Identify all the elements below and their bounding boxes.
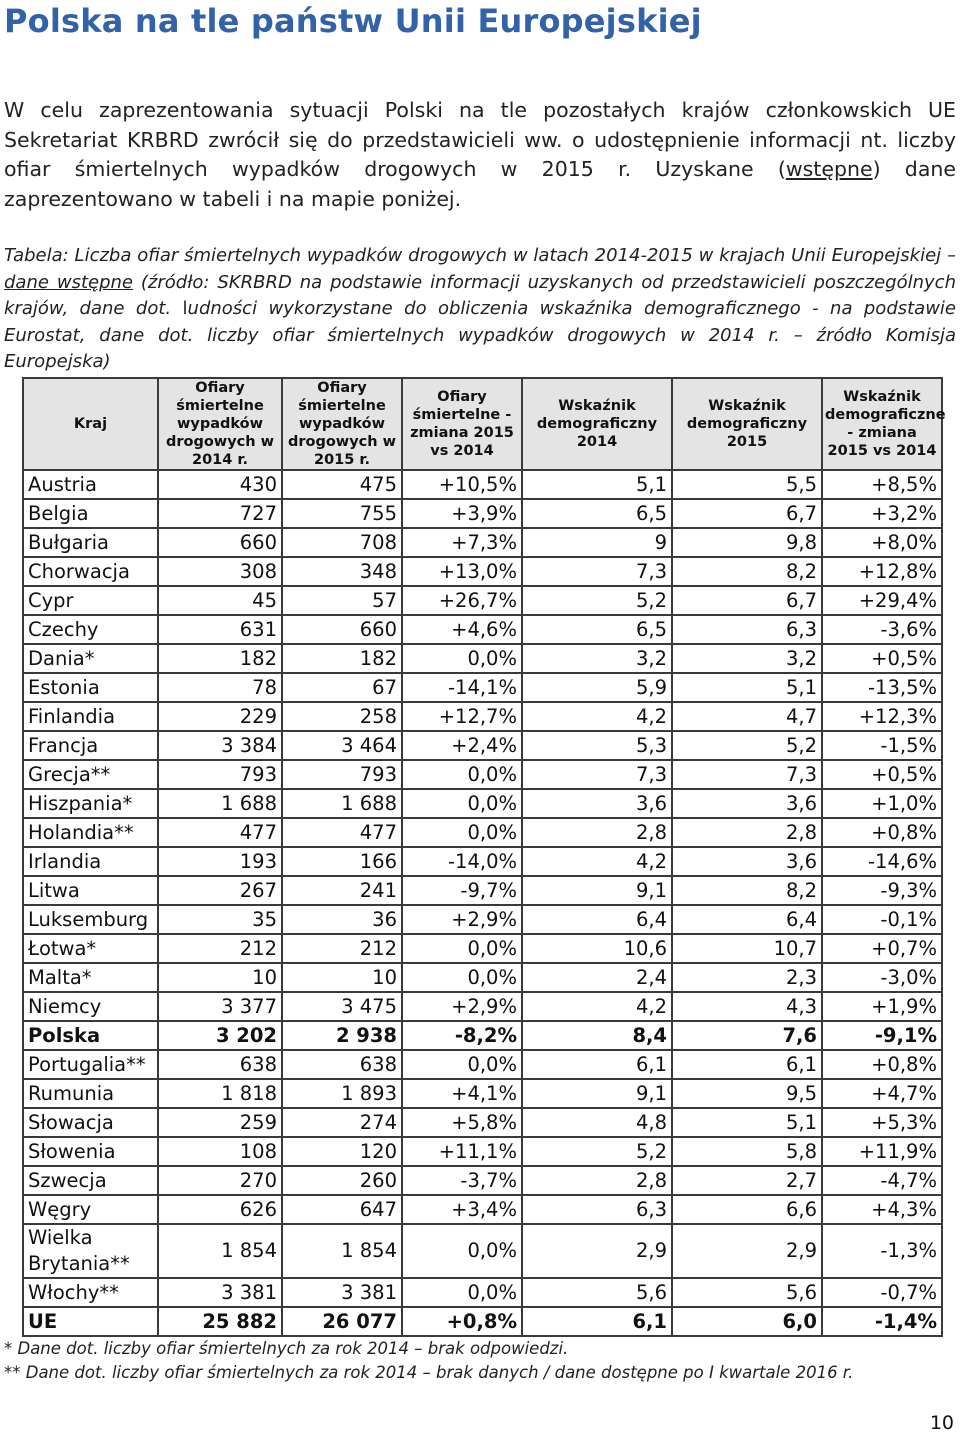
- cell-rate-2015: 8,2: [672, 557, 822, 586]
- cell-rate-2015: 5,1: [672, 1108, 822, 1137]
- cell-rate-change: +0,7%: [822, 934, 942, 963]
- table-row: [23, 1307, 942, 1336]
- cell-rate-2014: 4,2: [522, 702, 672, 731]
- cell-fatalities-2014: 10: [158, 963, 282, 992]
- caption-text: Tabela: Liczba ofiar śmiertelnych wypadków drogowych w latach 2014-2015 w krajach Unii Europejskiej –: [4, 245, 956, 266]
- cell-fatalities-2014: 3 202: [158, 1021, 282, 1050]
- cell-rate-2015: 6,7: [672, 586, 822, 615]
- cell-fatalities-2015: 708: [282, 528, 402, 557]
- cell-rate-change: +12,8%: [822, 557, 942, 586]
- table-row: [23, 586, 942, 615]
- table-row: [23, 905, 942, 934]
- cell-rate-2014: 9: [522, 528, 672, 557]
- cell-rate-2014: 5,9: [522, 673, 672, 702]
- cell-rate-2014: 5,2: [522, 586, 672, 615]
- cell-rate-change: +29,4%: [822, 586, 942, 615]
- cell-fatalities-2014: 477: [158, 818, 282, 847]
- cell-fatalities-2015: 1 854: [282, 1224, 402, 1278]
- cell-rate-2014: 2,9: [522, 1224, 672, 1278]
- cell-fatalities-2015: 10: [282, 963, 402, 992]
- cell-country: Portugalia**: [23, 1050, 158, 1079]
- cell-fatalities-2015: 3 475: [282, 992, 402, 1021]
- header-fatalities-change: Ofiary śmiertelne - zmiana 2015 vs 2014: [402, 378, 522, 470]
- table-row: [23, 760, 942, 789]
- cell-fatalities-2014: 3 377: [158, 992, 282, 1021]
- table-row: [23, 963, 942, 992]
- cell-fatalities-2014: 25 882: [158, 1307, 282, 1336]
- cell-fatalities-change: +10,5%: [402, 470, 522, 499]
- cell-fatalities-2014: 108: [158, 1137, 282, 1166]
- cell-rate-2014: 7,3: [522, 557, 672, 586]
- cell-rate-2014: 4,2: [522, 847, 672, 876]
- table-row: [23, 499, 942, 528]
- caption-underlined: dane wstępne: [4, 271, 133, 293]
- footnote-1: * Dane dot. liczby ofiar śmiertelnych za rok 2014 – brak odpowiedzi.: [4, 1339, 569, 1358]
- page-title: Polska na tle państw Unii Europejskiej: [4, 2, 702, 40]
- cell-fatalities-change: +12,7%: [402, 702, 522, 731]
- intro-text: W celu zaprezentowania sytuacji Polski na tle pozostałych krajów członkowskich UE Sekretariat KRBRD zwrócił się do przedstawicieli ww. o udostępnienie informacji nt. liczby ofiar śmiertelnych wypadków drogowych w 2015 r. Uzyskane (: [4, 98, 956, 181]
- cell-fatalities-2014: 793: [158, 760, 282, 789]
- header-rate-change: Wskaźnik demograficzne - zmiana 2015 vs 2014: [822, 378, 942, 470]
- cell-fatalities-change: 0,0%: [402, 934, 522, 963]
- cell-fatalities-change: +11,1%: [402, 1137, 522, 1166]
- cell-fatalities-2014: 270: [158, 1166, 282, 1195]
- intro-underlined: wstępne: [785, 157, 873, 181]
- cell-fatalities-change: 0,0%: [402, 1224, 522, 1278]
- cell-country: Francja: [23, 731, 158, 760]
- cell-rate-2014: 6,5: [522, 499, 672, 528]
- cell-fatalities-change: -8,2%: [402, 1021, 522, 1050]
- cell-rate-2014: 2,4: [522, 963, 672, 992]
- cell-rate-2015: 8,2: [672, 876, 822, 905]
- footnote-2: ** Dane dot. liczby ofiar śmiertelnych za rok 2014 – brak danych / dane dostępne po I kwartale 2016 r.: [4, 1363, 854, 1382]
- cell-fatalities-2014: 626: [158, 1195, 282, 1224]
- caption-upright-letter: l: [182, 298, 188, 320]
- table-row: [23, 673, 942, 702]
- header-rate-2015: Wskaźnik demograficzny 2015: [672, 378, 822, 470]
- footnotes: [4, 1337, 853, 1385]
- cell-rate-2015: 7,3: [672, 760, 822, 789]
- cell-rate-2015: 2,3: [672, 963, 822, 992]
- cell-fatalities-change: +4,1%: [402, 1079, 522, 1108]
- cell-fatalities-2014: 660: [158, 528, 282, 557]
- cell-rate-change: -14,6%: [822, 847, 942, 876]
- cell-fatalities-2015: 3 381: [282, 1278, 402, 1307]
- cell-country: Estonia: [23, 673, 158, 702]
- cell-country: Finlandia: [23, 702, 158, 731]
- cell-rate-2015: 3,2: [672, 644, 822, 673]
- fatalities-table: [22, 377, 946, 1337]
- cell-country: Cypr: [23, 586, 158, 615]
- cell-rate-2015: 6,6: [672, 1195, 822, 1224]
- cell-rate-2014: 4,2: [522, 992, 672, 1021]
- table-row: [23, 1079, 942, 1108]
- table-header-row: [23, 378, 942, 470]
- cell-fatalities-change: +7,3%: [402, 528, 522, 557]
- table-row: [23, 557, 942, 586]
- cell-rate-2015: 4,3: [672, 992, 822, 1021]
- cell-rate-2015: 5,8: [672, 1137, 822, 1166]
- cell-fatalities-2014: 212: [158, 934, 282, 963]
- table-row: [23, 789, 942, 818]
- cell-rate-2014: 6,1: [522, 1307, 672, 1336]
- cell-rate-change: -9,1%: [822, 1021, 942, 1050]
- cell-fatalities-2014: 78: [158, 673, 282, 702]
- intro-paragraph: [4, 96, 956, 214]
- cell-rate-change: -4,7%: [822, 1166, 942, 1195]
- cell-fatalities-2015: 241: [282, 876, 402, 905]
- cell-rate-2015: 5,1: [672, 673, 822, 702]
- cell-rate-2015: 5,5: [672, 470, 822, 499]
- cell-fatalities-change: +3,9%: [402, 499, 522, 528]
- table-row: [23, 1137, 942, 1166]
- cell-fatalities-2014: 229: [158, 702, 282, 731]
- table-caption: [4, 243, 956, 376]
- cell-country: Włochy**: [23, 1278, 158, 1307]
- cell-fatalities-2014: 3 384: [158, 731, 282, 760]
- cell-rate-2014: 4,8: [522, 1108, 672, 1137]
- table-row: [23, 934, 942, 963]
- cell-fatalities-2015: 182: [282, 644, 402, 673]
- cell-fatalities-2014: 193: [158, 847, 282, 876]
- cell-fatalities-2014: 631: [158, 615, 282, 644]
- cell-fatalities-change: +3,4%: [402, 1195, 522, 1224]
- cell-fatalities-2014: 1 854: [158, 1224, 282, 1278]
- table-row: [23, 644, 942, 673]
- cell-rate-change: +1,9%: [822, 992, 942, 1021]
- cell-country: Hiszpania*: [23, 789, 158, 818]
- cell-fatalities-2015: 258: [282, 702, 402, 731]
- cell-rate-change: -1,3%: [822, 1224, 942, 1278]
- cell-rate-change: +12,3%: [822, 702, 942, 731]
- cell-fatalities-2014: 1 688: [158, 789, 282, 818]
- cell-fatalities-change: +2,4%: [402, 731, 522, 760]
- cell-fatalities-change: +13,0%: [402, 557, 522, 586]
- cell-rate-2015: 2,9: [672, 1224, 822, 1278]
- cell-country: Łotwa*: [23, 934, 158, 963]
- cell-fatalities-2015: 2 938: [282, 1021, 402, 1050]
- cell-fatalities-2015: 57: [282, 586, 402, 615]
- cell-rate-2014: 5,1: [522, 470, 672, 499]
- cell-rate-2015: 4,7: [672, 702, 822, 731]
- table-row: [23, 1108, 942, 1137]
- cell-rate-change: +3,2%: [822, 499, 942, 528]
- cell-fatalities-change: -3,7%: [402, 1166, 522, 1195]
- cell-fatalities-2015: 120: [282, 1137, 402, 1166]
- cell-rate-2014: 7,3: [522, 760, 672, 789]
- cell-rate-change: -3,0%: [822, 963, 942, 992]
- cell-fatalities-2015: 660: [282, 615, 402, 644]
- cell-fatalities-2015: 26 077: [282, 1307, 402, 1336]
- cell-fatalities-2014: 45: [158, 586, 282, 615]
- cell-fatalities-change: -14,0%: [402, 847, 522, 876]
- cell-country: Belgia: [23, 499, 158, 528]
- cell-fatalities-2015: 166: [282, 847, 402, 876]
- cell-fatalities-2015: 475: [282, 470, 402, 499]
- cell-fatalities-2015: 260: [282, 1166, 402, 1195]
- cell-fatalities-2014: 259: [158, 1108, 282, 1137]
- table-row: [23, 1166, 942, 1195]
- cell-country: Luksemburg: [23, 905, 158, 934]
- cell-fatalities-2015: 274: [282, 1108, 402, 1137]
- cell-fatalities-change: -9,7%: [402, 876, 522, 905]
- cell-rate-2014: 9,1: [522, 876, 672, 905]
- header-fatalities-2014: Ofiary śmiertelne wypadków drogowych w 2014 r.: [158, 378, 282, 470]
- cell-fatalities-change: 0,0%: [402, 818, 522, 847]
- cell-rate-2014: 8,4: [522, 1021, 672, 1050]
- cell-rate-change: -3,6%: [822, 615, 942, 644]
- cell-country: Czechy: [23, 615, 158, 644]
- cell-rate-2015: 2,8: [672, 818, 822, 847]
- cell-fatalities-change: 0,0%: [402, 789, 522, 818]
- table-row: [23, 876, 942, 905]
- cell-country: Polska: [23, 1021, 158, 1050]
- table-row: [23, 1021, 942, 1050]
- cell-rate-2015: 3,6: [672, 847, 822, 876]
- cell-country: Malta*: [23, 963, 158, 992]
- cell-country: Holandia**: [23, 818, 158, 847]
- cell-rate-2014: 3,6: [522, 789, 672, 818]
- cell-fatalities-change: 0,0%: [402, 963, 522, 992]
- cell-rate-2015: 2,7: [672, 1166, 822, 1195]
- cell-rate-2015: 6,7: [672, 499, 822, 528]
- cell-fatalities-2014: 182: [158, 644, 282, 673]
- cell-rate-2014: 3,2: [522, 644, 672, 673]
- cell-rate-change: +4,7%: [822, 1079, 942, 1108]
- cell-rate-change: -9,3%: [822, 876, 942, 905]
- table-row: [23, 615, 942, 644]
- cell-rate-2015: 10,7: [672, 934, 822, 963]
- cell-fatalities-change: +2,9%: [402, 992, 522, 1021]
- cell-country: Rumunia: [23, 1079, 158, 1108]
- header-fatalities-2015: Ofiary śmiertelne wypadków drogowych w 2015 r.: [282, 378, 402, 470]
- cell-fatalities-2015: 36: [282, 905, 402, 934]
- cell-rate-change: +8,5%: [822, 470, 942, 499]
- cell-country: Niemcy: [23, 992, 158, 1021]
- cell-rate-2015: 3,6: [672, 789, 822, 818]
- cell-fatalities-change: +4,6%: [402, 615, 522, 644]
- cell-rate-2015: 6,3: [672, 615, 822, 644]
- cell-fatalities-change: 0,0%: [402, 1278, 522, 1307]
- cell-rate-2014: 2,8: [522, 1166, 672, 1195]
- cell-rate-2014: 5,3: [522, 731, 672, 760]
- cell-country: Wielka Brytania**: [23, 1224, 158, 1278]
- cell-country: Dania*: [23, 644, 158, 673]
- cell-rate-change: +0,8%: [822, 818, 942, 847]
- cell-rate-2014: 5,2: [522, 1137, 672, 1166]
- cell-rate-change: +1,0%: [822, 789, 942, 818]
- cell-rate-2015: 6,1: [672, 1050, 822, 1079]
- cell-fatalities-2015: 3 464: [282, 731, 402, 760]
- table-row: [23, 818, 942, 847]
- cell-fatalities-2015: 348: [282, 557, 402, 586]
- cell-country: Węgry: [23, 1195, 158, 1224]
- table-row: [23, 1195, 942, 1224]
- cell-fatalities-2014: 1 818: [158, 1079, 282, 1108]
- cell-rate-2014: 10,6: [522, 934, 672, 963]
- cell-fatalities-2014: 638: [158, 1050, 282, 1079]
- intro-text-end: ) dane zaprezentowano w tabeli i na mapie poniżej.: [4, 157, 956, 211]
- cell-country: Bułgaria: [23, 528, 158, 557]
- cell-country: Litwa: [23, 876, 158, 905]
- cell-fatalities-change: +5,8%: [402, 1108, 522, 1137]
- cell-rate-2015: 7,6: [672, 1021, 822, 1050]
- cell-fatalities-2014: 35: [158, 905, 282, 934]
- cell-country: Irlandia: [23, 847, 158, 876]
- cell-rate-change: +8,0%: [822, 528, 942, 557]
- table-row: [23, 470, 942, 499]
- cell-rate-change: +0,5%: [822, 760, 942, 789]
- cell-country: UE: [23, 1307, 158, 1336]
- header-rate-2014: Wskaźnik demograficzny 2014: [522, 378, 672, 470]
- cell-rate-change: -0,7%: [822, 1278, 942, 1307]
- table-row: [23, 528, 942, 557]
- table-row: [23, 847, 942, 876]
- cell-rate-change: -13,5%: [822, 673, 942, 702]
- table-row: [23, 1050, 942, 1079]
- cell-fatalities-change: +0,8%: [402, 1307, 522, 1336]
- cell-country: Szwecja: [23, 1166, 158, 1195]
- cell-rate-2015: 9,8: [672, 528, 822, 557]
- cell-rate-change: +5,3%: [822, 1108, 942, 1137]
- cell-country: Austria: [23, 470, 158, 499]
- cell-rate-change: +11,9%: [822, 1137, 942, 1166]
- cell-fatalities-change: -14,1%: [402, 673, 522, 702]
- cell-fatalities-change: 0,0%: [402, 644, 522, 673]
- cell-rate-change: -1,4%: [822, 1307, 942, 1336]
- table-row: [23, 992, 942, 1021]
- caption-text-mid: (źródło: SKRBRD na podstawie informacji uzyskanych od przedstawicieli poszczególnych krajów, dane dot.: [4, 271, 956, 320]
- cell-fatalities-change: +2,9%: [402, 905, 522, 934]
- cell-rate-2014: 2,8: [522, 818, 672, 847]
- cell-rate-2014: 5,6: [522, 1278, 672, 1307]
- cell-fatalities-2015: 67: [282, 673, 402, 702]
- cell-fatalities-2015: 477: [282, 818, 402, 847]
- cell-fatalities-2015: 755: [282, 499, 402, 528]
- cell-country: Chorwacja: [23, 557, 158, 586]
- cell-rate-2014: 6,4: [522, 905, 672, 934]
- cell-rate-change: +0,5%: [822, 644, 942, 673]
- table-row: [23, 702, 942, 731]
- cell-fatalities-2015: 638: [282, 1050, 402, 1079]
- cell-rate-change: -1,5%: [822, 731, 942, 760]
- cell-rate-2015: 6,4: [672, 905, 822, 934]
- cell-fatalities-2014: 430: [158, 470, 282, 499]
- table-row: [23, 731, 942, 760]
- cell-rate-2015: 6,0: [672, 1307, 822, 1336]
- cell-country: Słowenia: [23, 1137, 158, 1166]
- table-row: [23, 1224, 942, 1278]
- cell-fatalities-change: 0,0%: [402, 760, 522, 789]
- cell-country: Grecja**: [23, 760, 158, 789]
- cell-rate-2015: 5,6: [672, 1278, 822, 1307]
- cell-rate-2014: 9,1: [522, 1079, 672, 1108]
- cell-rate-2015: 9,5: [672, 1079, 822, 1108]
- cell-rate-2014: 6,5: [522, 615, 672, 644]
- cell-rate-2014: 6,3: [522, 1195, 672, 1224]
- caption-text-end: udności wykorzystane do obliczenia wskaźnika demograficznego - na podstawie Eurostat, dane dot. liczby ofiar śmiertelnych wypadków drogowych w 2014 r. – źródło Komisja Europejska): [4, 298, 957, 373]
- cell-fatalities-2014: 727: [158, 499, 282, 528]
- page-number: 10: [929, 1412, 954, 1434]
- cell-rate-2014: 6,1: [522, 1050, 672, 1079]
- table-row: [23, 1278, 942, 1307]
- cell-fatalities-2015: 212: [282, 934, 402, 963]
- cell-rate-change: -0,1%: [822, 905, 942, 934]
- cell-fatalities-2015: 793: [282, 760, 402, 789]
- cell-fatalities-2015: 1 688: [282, 789, 402, 818]
- cell-fatalities-change: 0,0%: [402, 1050, 522, 1079]
- cell-rate-change: +4,3%: [822, 1195, 942, 1224]
- cell-rate-change: +0,8%: [822, 1050, 942, 1079]
- cell-rate-2015: 5,2: [672, 731, 822, 760]
- cell-fatalities-2014: 267: [158, 876, 282, 905]
- cell-country: Słowacja: [23, 1108, 158, 1137]
- cell-fatalities-2014: 308: [158, 557, 282, 586]
- cell-fatalities-2014: 3 381: [158, 1278, 282, 1307]
- header-country: Kraj: [23, 378, 158, 470]
- cell-fatalities-2015: 1 893: [282, 1079, 402, 1108]
- cell-fatalities-2015: 647: [282, 1195, 402, 1224]
- cell-fatalities-change: +26,7%: [402, 586, 522, 615]
